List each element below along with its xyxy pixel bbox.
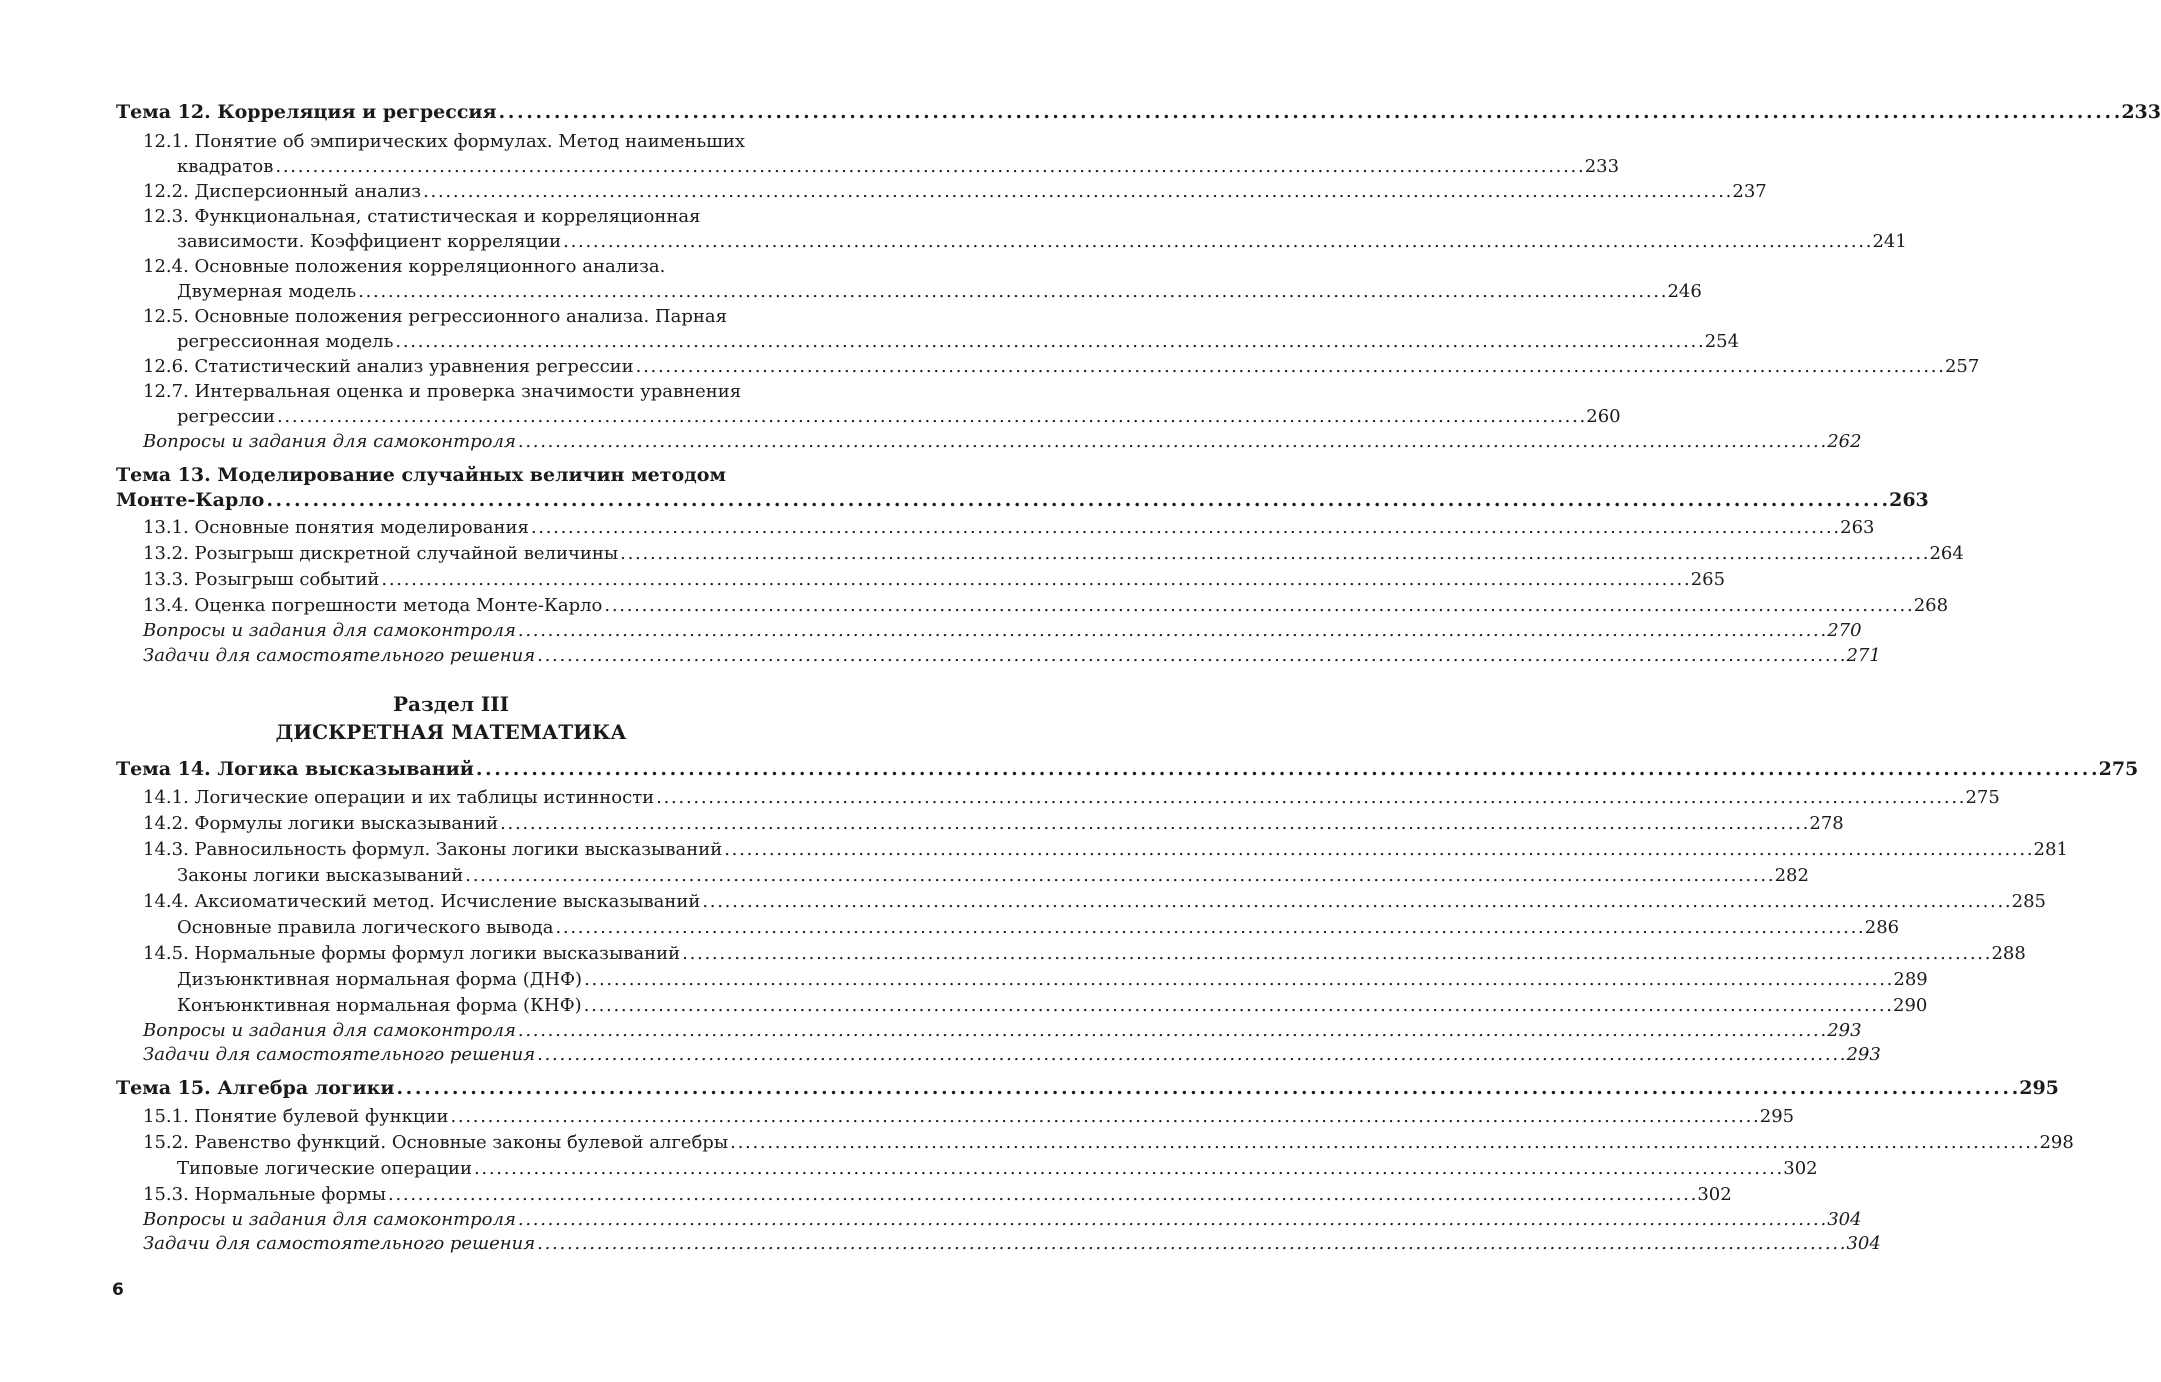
toc-entry-15-tasks[interactable] [143, 1231, 1881, 1256]
leader-dots [395, 329, 1701, 354]
toc-title: 15.2. Равенство функций. Основные законы булевой алгебры [143, 1132, 729, 1153]
toc-entry-13-questions[interactable] [143, 618, 1862, 643]
toc-entry-15-questions[interactable] [143, 1207, 1862, 1232]
toc-entry-15-2[interactable] [143, 1130, 2074, 1155]
toc-entry-13-3[interactable] [143, 567, 1726, 592]
leader-dots [388, 1182, 1694, 1207]
toc-page: 233 [2121, 101, 2161, 123]
toc-topic-13[interactable] [116, 463, 1929, 513]
toc-title: Типовые логические операции [177, 1158, 472, 1179]
leader-dots [518, 618, 1824, 643]
toc-title: Вопросы и задания для самоконтроля [143, 431, 516, 452]
toc-title: Тема 13. Моделирование случайных величин методом [116, 464, 726, 486]
toc-title: 14.3. Равносильность формул. Законы логики высказываний [143, 839, 723, 860]
toc-title: 12.3. Функциональная, статистическая и корреляционная [143, 206, 701, 227]
toc-entry-12-5[interactable] [143, 304, 1740, 354]
toc-entry-15-1[interactable] [143, 1104, 1795, 1129]
toc-topic-15[interactable] [116, 1076, 2059, 1101]
toc-entry-14-5a[interactable] [177, 967, 1928, 992]
toc-page: 293 [1827, 1020, 1862, 1041]
toc-entry-12-2[interactable] [143, 179, 1767, 204]
leader-dots [537, 643, 1843, 668]
toc-title: 14.2. Формулы логики высказываний [143, 813, 499, 834]
toc-page: 262 [1827, 431, 1862, 452]
leader-dots [537, 1231, 1843, 1256]
toc-entry-12-4[interactable] [143, 254, 1702, 304]
toc-page: 278 [1809, 813, 1844, 834]
leader-dots [563, 229, 1869, 254]
toc-entry-14-tasks[interactable] [143, 1042, 1881, 1067]
toc-title: 12.2. Дисперсионный анализ [143, 181, 422, 202]
toc-title: Вопросы и задания для самоконтроля [143, 1209, 516, 1230]
leader-dots [423, 179, 1729, 204]
leader-dots [266, 488, 1886, 513]
toc-entry-14-questions[interactable] [143, 1018, 1862, 1043]
leader-dots [636, 354, 1942, 379]
leader-dots [537, 1042, 1843, 1067]
toc-page: 271 [1846, 645, 1881, 666]
toc-entry-14-5b[interactable] [177, 993, 1928, 1018]
toc-page: 288 [1991, 943, 2026, 964]
toc-title: 13.4. Оценка погрешности метода Монте-Карло [143, 595, 603, 616]
toc-page: 237 [1732, 181, 1767, 202]
leader-dots [531, 515, 1837, 540]
toc-entry-12-6[interactable] [143, 354, 1980, 379]
toc-title: 12.4. Основные положения корреляционного анализа. [143, 256, 666, 277]
leader-dots [465, 863, 1771, 888]
toc-title: 15.1. Понятие булевой функции [143, 1106, 449, 1127]
toc-page: 298 [2039, 1132, 2074, 1153]
section-heading-number: Раздел III [393, 692, 509, 716]
toc-page: 295 [2019, 1077, 2059, 1099]
toc-page: 263 [1840, 517, 1875, 538]
leader-dots [277, 404, 1583, 429]
toc-page: 286 [1864, 917, 1900, 938]
toc-title: 14.5. Нормальные формы формул логики высказываний [143, 943, 681, 964]
toc-title: Дизъюнктивная нормальная форма (ДНФ) [177, 969, 583, 990]
toc-page: 302 [1697, 1184, 1732, 1205]
toc-page: 290 [1893, 995, 1928, 1016]
leader-dots [518, 1207, 1824, 1232]
toc-page: 233 [1584, 156, 1620, 177]
toc-title: Тема 12. Корреляция и регрессия [116, 101, 497, 123]
toc-title: 14.4. Аксиоматический метод. Исчисление высказываний [143, 891, 701, 912]
toc-page: 254 [1704, 331, 1740, 352]
toc-title: Вопросы и задания для самоконтроля [143, 1020, 516, 1041]
toc-title: Тема 14. Логика высказываний [116, 758, 474, 780]
toc-title: Задачи для самостоятельного решения [143, 1233, 536, 1254]
leader-dots [682, 941, 1988, 966]
toc-entry-13-4[interactable] [143, 593, 1949, 618]
leader-dots [584, 967, 1890, 992]
leader-dots [620, 541, 1926, 566]
toc-title-cont: регрессионная модель [177, 331, 394, 352]
toc-page: 257 [1944, 356, 1980, 377]
toc-entry-14-2[interactable] [143, 811, 1844, 836]
toc-title-cont: квадратов [177, 156, 274, 177]
leader-dots [730, 1130, 2036, 1155]
toc-entry-13-2[interactable] [143, 541, 1964, 566]
toc-page: 260 [1586, 406, 1621, 427]
toc-entry-14-3a[interactable] [177, 863, 1809, 888]
toc-title: 13.2. Розыгрыш дискретной случайной величины [143, 543, 619, 564]
leader-dots [702, 889, 2008, 914]
leader-dots [604, 593, 1910, 618]
toc-entry-15-2a[interactable] [177, 1156, 1818, 1181]
toc-title: 12.5. Основные положения регрессионного анализа. Парная [143, 306, 727, 327]
toc-page: 275 [1965, 787, 2000, 808]
toc-title: Вопросы и задания для самоконтроля [143, 620, 516, 641]
toc-page: 263 [1889, 489, 1929, 511]
toc-topic-14[interactable] [116, 757, 2139, 782]
leader-dots [518, 429, 1824, 454]
toc-page: 268 [1913, 595, 1949, 616]
toc-page: 281 [2033, 839, 2068, 860]
toc-title: Задачи для самостоятельного решения [143, 645, 536, 666]
toc-page: 293 [1846, 1044, 1881, 1065]
toc-entry-14-4a[interactable] [177, 915, 1900, 940]
toc-title: Законы логики высказываний [177, 865, 464, 886]
toc-page: 270 [1827, 620, 1862, 641]
toc-entry-12-7[interactable] [143, 379, 1621, 429]
toc-page: 265 [1690, 569, 1726, 590]
leader-dots [499, 100, 2119, 125]
toc-title-cont: Монте-Карло [116, 489, 265, 511]
leader-dots [275, 154, 1581, 179]
leader-dots [474, 1156, 1780, 1181]
page-number: 6 [112, 1280, 124, 1300]
leader-dots [584, 993, 1890, 1018]
toc-title-cont: регрессии [177, 406, 275, 427]
toc-entry-13-tasks[interactable] [143, 643, 1881, 668]
toc-page: 302 [1783, 1158, 1818, 1179]
toc-page: 289 [1893, 969, 1928, 990]
toc-entry-13-1[interactable] [143, 515, 1875, 540]
toc-title: 12.1. Понятие об эмпирических формулах. Метод наименьших [143, 131, 746, 152]
toc-topic-12[interactable] [116, 100, 2161, 125]
leader-dots [500, 811, 1806, 836]
toc-title: 13.1. Основные понятия моделирования [143, 517, 529, 538]
toc-entry-14-1[interactable] [143, 785, 2000, 810]
toc-page: 304 [1846, 1233, 1881, 1254]
toc-page: 275 [2098, 758, 2139, 780]
leader-dots [450, 1104, 1756, 1129]
toc-title: Основные правила логического вывода [177, 917, 554, 938]
toc-entry-12-questions[interactable] [143, 429, 1862, 454]
leader-dots [396, 1076, 2016, 1101]
toc-page: 241 [1872, 231, 1907, 252]
section-heading-title: ДИСКРЕТНАЯ МАТЕМАТИКА [275, 720, 627, 744]
leader-dots [476, 757, 2096, 782]
toc-title: Конъюнктивная нормальная форма (КНФ) [177, 995, 582, 1016]
toc-title: 14.1. Логические операции и их таблицы истинности [143, 787, 655, 808]
leader-dots [656, 785, 1962, 810]
leader-dots [555, 915, 1861, 940]
toc-page: 282 [1774, 865, 1809, 886]
toc-title: Тема 15. Алгебра логики [116, 1077, 395, 1099]
leader-dots [724, 837, 2030, 862]
toc-entry-12-3[interactable] [143, 204, 1907, 254]
toc-page: 285 [2011, 891, 2046, 912]
toc-title: 15.3. Нормальные формы [143, 1184, 387, 1205]
leader-dots [381, 567, 1687, 592]
toc-page: 264 [1929, 543, 1964, 564]
toc-title-cont: Двумерная модель [177, 281, 357, 302]
leader-dots [358, 279, 1664, 304]
toc-entry-14-4[interactable] [143, 889, 2046, 914]
toc-title: 12.7. Интервальная оценка и проверка значимости уравнения [143, 381, 742, 402]
toc-entry-14-5[interactable] [143, 941, 2026, 966]
toc-entry-15-3[interactable] [143, 1182, 1732, 1207]
toc-title: 12.6. Статистический анализ уравнения регрессии [143, 356, 634, 377]
toc-title-cont: зависимости. Коэффициент корреляции [177, 231, 562, 252]
toc-page: 295 [1759, 1106, 1795, 1127]
toc-title: 13.3. Розыгрыш событий [143, 569, 380, 590]
toc-entry-14-3[interactable] [143, 837, 2068, 862]
toc-title: Задачи для самостоятельного решения [143, 1044, 536, 1065]
toc-page: 246 [1667, 281, 1702, 302]
leader-dots [518, 1018, 1824, 1043]
toc-page: 304 [1827, 1209, 1862, 1230]
toc-entry-12-1[interactable] [143, 129, 1620, 179]
